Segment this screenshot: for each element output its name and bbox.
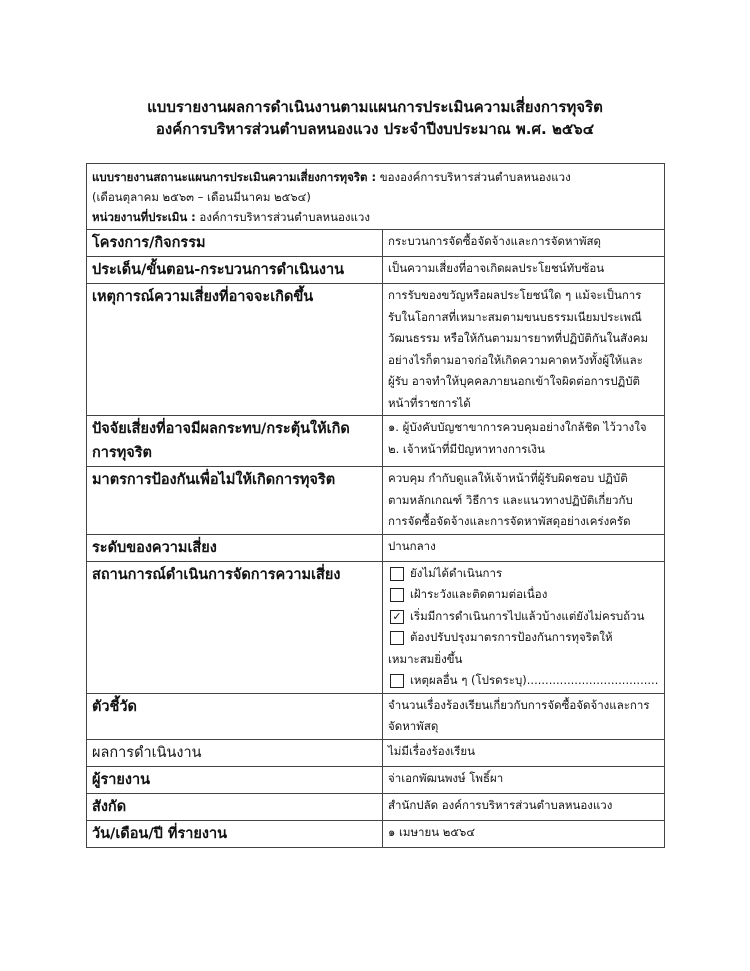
indicator-line: จัดหาพัสดุ <box>388 719 439 733</box>
factor-line: ๑. ผู้บังคับบัญชาขาการควบคุมอย่างใกล้ชิด ไว้วางใจ <box>388 420 647 434</box>
cause-line: รับในโอกาสที่เหมาะสมตามขนบธรรมเนียมประเพณี <box>388 309 642 324</box>
row-report-date <box>87 820 664 847</box>
factor-label <box>87 416 383 467</box>
row-indicator <box>87 693 664 739</box>
factor-value <box>383 416 665 467</box>
project-value: กระบวนการจัดซื้อจัดจ้างและการจัดหาพัสดุ <box>383 230 665 257</box>
checkbox-empty-icon[interactable] <box>390 588 404 602</box>
report-type-label: แบบรายงานสถานะแผนการประเมินความเสี่ยงการทุจริต : <box>92 170 377 184</box>
affiliation-value: สำนักปลัด องค์การบริหารส่วนตำบลหนองแวง <box>383 793 665 820</box>
issue-value: เป็นความเสี่ยงที่อาจเกิดผลประโยชน์ทับซ้อน <box>383 257 665 284</box>
reporter-value: จ่าเอกพัฒนพงษ์ โพธิ์ผา <box>383 766 665 793</box>
factor-line: ๒. เจ้าหน้าที่มีปัญหาทางการเงิน <box>388 441 545 456</box>
status-option-text: เหตุผลอื่น ๆ (โปรดระบุ).................................... <box>410 673 659 687</box>
checkbox-empty-icon[interactable] <box>390 674 404 688</box>
prevention-line: ควบคุม กำกับดูแลให้เจ้าหน้าที่ผู้รับผิดชอบ ปฏิบัติ <box>388 471 628 485</box>
form-header <box>87 164 664 230</box>
status-option-text: เริ่มมีการดำเนินการไปแล้วบ้างแต่ยังไม่ครบถ้วน <box>410 608 645 623</box>
status-option-improve[interactable] <box>388 627 659 649</box>
issue-label: ประเด็น/ขั้นตอน-กระบวนการดำเนินงาน <box>87 257 383 284</box>
assessing-unit-value: องค์การบริหารส่วนตำบลหนองแวง <box>195 210 370 224</box>
result-value: ไม่มีเรื่องร้องเรียน <box>383 739 665 766</box>
cause-line: ผู้รับ อาจทำให้บุคคลภายนอกเข้าใจผิดต่อการปฏิบัติ <box>388 374 641 388</box>
status-option-continuation: เหมาะสมยิ่งขึ้น <box>388 651 463 666</box>
report-type-line <box>92 167 659 187</box>
indicator-label: ตัวชี้วัด <box>87 693 383 739</box>
status-option-monitoring[interactable] <box>388 584 659 606</box>
row-result <box>87 739 664 766</box>
checkbox-empty-icon[interactable] <box>390 567 404 581</box>
row-status <box>87 561 664 693</box>
status-option-text: เฝ้าระวังและติดตามต่อเนื่อง <box>410 587 548 601</box>
prevention-value <box>383 467 665 535</box>
status-option-text: ยังไม่ได้ดำเนินการ <box>410 565 503 580</box>
prevention-line: การจัดซื้อจัดจ้างและการจัดหาพัสดุอย่างเคร่งครัด <box>388 514 631 528</box>
assessing-unit-line <box>92 207 659 227</box>
checkbox-checked-icon[interactable]: ✓ <box>390 610 404 624</box>
row-issue <box>87 257 664 284</box>
risk-level-label: ระดับของความเสี่ยง <box>87 534 383 561</box>
row-project <box>87 230 664 257</box>
cause-label: เหตุการณ์ความเสี่ยงที่อาจจะเกิดขึ้น <box>87 284 383 416</box>
status-option-other[interactable] <box>388 670 659 692</box>
report-form <box>86 163 665 848</box>
status-option-in-progress[interactable] <box>388 606 659 628</box>
indicator-value <box>383 693 665 739</box>
prevention-line: ตามหลักเกณฑ์ วิธีการ และแนวทางปฏิบัติเกี่ยวกับ <box>388 492 633 507</box>
row-prevention <box>87 467 664 535</box>
status-option-text: ต้องปรับปรุงมาตรการป้องกันการทุจริตให้ <box>410 630 613 644</box>
factor-label-line-1: ปัจจัยเสี่ยงที่อาจมีผลกระทบ/กระตุ้นให้เกิด <box>92 421 350 437</box>
cause-line: หน้าที่ราชการได้ <box>388 395 471 410</box>
report-date-value: ๑ เมษายน ๒๕๖๔ <box>383 820 665 847</box>
report-date-label: วัน/เดือน/ปี ที่รายงาน <box>87 820 383 847</box>
result-label: ผลการดำเนินงาน <box>87 739 383 766</box>
status-label: สถานการณ์ดำเนินการจัดการความเสี่ยง <box>87 561 383 693</box>
indicator-line: จำนวนเรื่องร้องเรียนเกี่ยวกับการจัดซื้อจัดจ้างและการ <box>388 697 650 712</box>
cause-line: อย่างไรก็ตามอาจก่อให้เกิดความคาดหวังทั้งผู้ให้และ <box>388 352 643 367</box>
cause-value <box>383 284 665 416</box>
report-title-line-1: แบบรายงานผลการดำเนินงานตามแผนการประเมินความเสี่ยงการทุจริต <box>147 98 603 116</box>
report-title-line-2: องค์การบริหารส่วนตำบลหนองแวง ประจำปีงบประมาณ พ.ศ. ๒๕๖๔ <box>155 120 595 138</box>
status-option-not-started[interactable] <box>388 563 659 585</box>
row-risk-level <box>87 534 664 561</box>
status-options <box>383 561 665 693</box>
checkbox-empty-icon[interactable] <box>390 631 404 645</box>
row-affiliation <box>87 793 664 820</box>
row-factor <box>87 416 664 467</box>
prevention-label: มาตรการป้องกันเพื่อไม่ให้เกิดการทุจริต <box>87 467 383 535</box>
report-type-value: ขององค์การบริหารส่วนตำบลหนองแวง <box>376 170 571 184</box>
affiliation-label: สังกัด <box>87 793 383 820</box>
row-cause <box>87 284 664 416</box>
reporter-label: ผู้รายงาน <box>87 766 383 793</box>
project-label: โครงการ/กิจกรรม <box>87 230 383 257</box>
cause-line: วัฒนธรรม หรือให้กันตามมารยาทที่ปฏิบัติกันในสังคม <box>388 331 649 345</box>
row-reporter <box>87 766 664 793</box>
report-table <box>87 230 664 847</box>
factor-label-line-2: การทุจริต <box>92 445 152 461</box>
cause-line: การรับของขวัญหรือผลประโยชน์ใด ๆ แม้จะเป็นการ <box>388 288 642 302</box>
assessing-unit-label: หน่วยงานที่ประเมิน : <box>92 210 196 224</box>
report-period: (เดือนตุลาคม ๒๕๖๓ – เดือนมีนาคม ๒๕๖๔) <box>92 190 311 204</box>
risk-level-value: ปานกลาง <box>383 534 665 561</box>
